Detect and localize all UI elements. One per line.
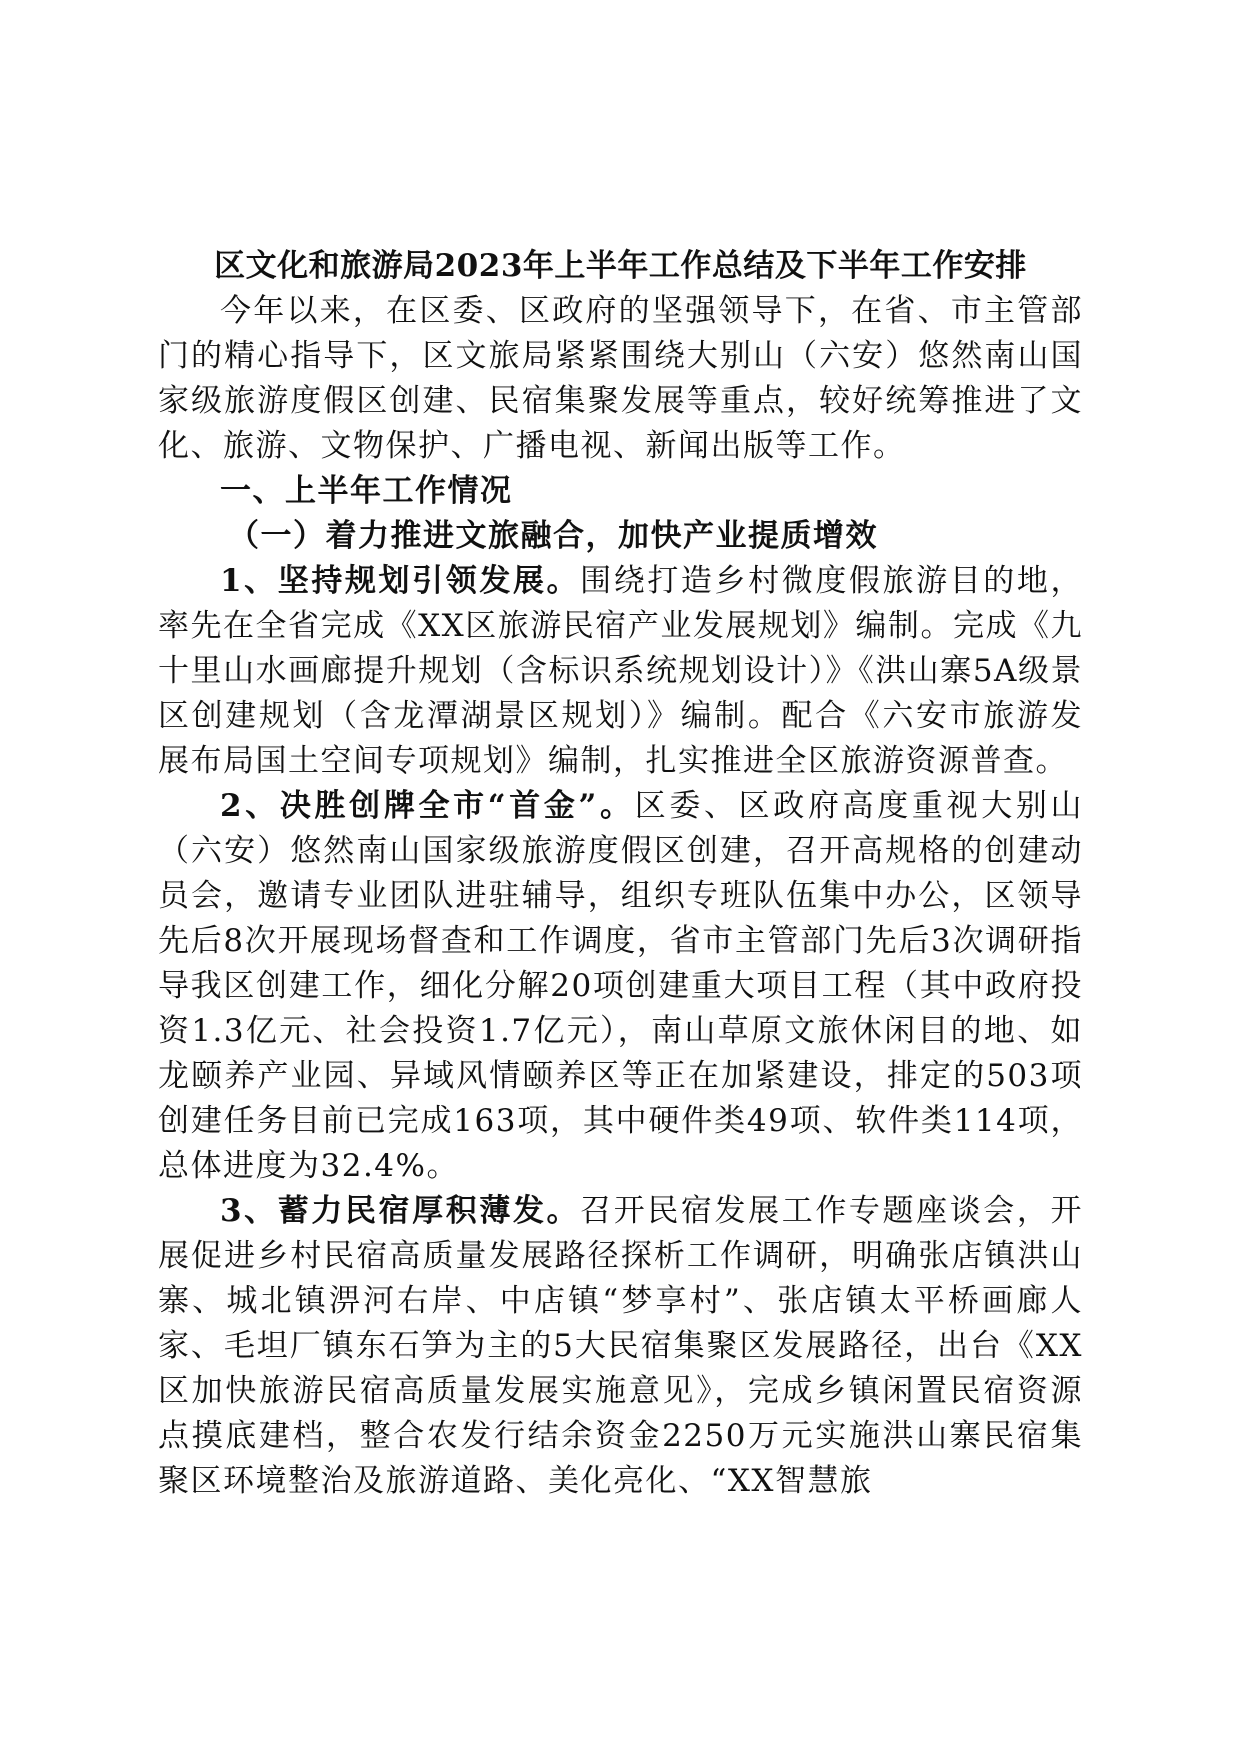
- item-paragraph-homestay: [158, 1189, 1083, 1504]
- document-body: [158, 244, 1083, 1504]
- item-paragraph-brand-creation: [158, 784, 1083, 1189]
- section-heading-first-half-work: 一、上半年工作情况: [220, 473, 513, 509]
- item-text: 围绕打造乡村微度假旅游目的地，率先在全省完成《XX区旅游民宿产业发展规划》编制。完成《九十里山水画廊提升规划（含标识系统规划设计）》《洪山寨5A级景区创建规划（含龙潭湖景区规划）》编制。配合《六安市旅游发展布局国土空间专项规划》编制，扎实推进全区旅游资源普查。: [158, 563, 1083, 779]
- document-title: 区文化和旅游局2023年上半年工作总结及下半年工作安排: [214, 248, 1027, 284]
- item-text: 召开民宿发展工作专题座谈会，开展促进乡村民宿高质量发展路径探析工作调研，明确张店镇洪山寨、城北镇淠河右岸、中店镇“梦享村”、张店镇太平桥画廊人家、毛坦厂镇东石笋为主的5大民宿集聚区发展路径，出台《XX区加快旅游民宿高质量发展实施意见》，完成乡镇闲置民宿资源点摸底建档，整合农发行结余资金2250万元实施洪山寨民宿集聚区环境整治及旅游道路、美化亮化、“XX智慧旅: [158, 1193, 1083, 1499]
- item-lead: 3、蓄力民宿厚积薄发。: [220, 1193, 581, 1229]
- item-lead: 2、决胜创牌全市“首金”。: [220, 788, 635, 824]
- item-text: 区委、区政府高度重视大别山（六安）悠然南山国家级旅游度假区创建，召开高规格的创建动员会，邀请专业团队进驻辅导，组织专班队伍集中办公，区领导先后8次开展现场督查和工作调度，省市主管部门先后3次调研指导我区创建工作，细化分解20项创建重大项目工程（其中政府投资1.3亿元、社会投资1.7亿元），南山草原文旅休闲目的地、如龙颐养产业园、异域风情颐养区等正在加紧建设，排定的503项创建任务目前已完成163项，其中硬件类49项、软件类114项，总体进度为32.4%。: [158, 788, 1084, 1184]
- subsection-heading-culture-tourism-integration: （一）着力推进文旅融合，加快产业提质增效: [228, 518, 878, 554]
- intro-paragraph: 今年以来，在区委、区政府的坚强领导下，在省、市主管部门的精心指导下，区文旅局紧紧围绕大别山（六安）悠然南山国家级旅游度假区创建、民宿集聚发展等重点，较好统筹推进了文化、旅游、文物保护、广播电视、新闻出版等工作。: [158, 293, 1083, 464]
- item-lead: 1、坚持规划引领发展。: [220, 563, 581, 599]
- item-paragraph-planning: [158, 559, 1083, 784]
